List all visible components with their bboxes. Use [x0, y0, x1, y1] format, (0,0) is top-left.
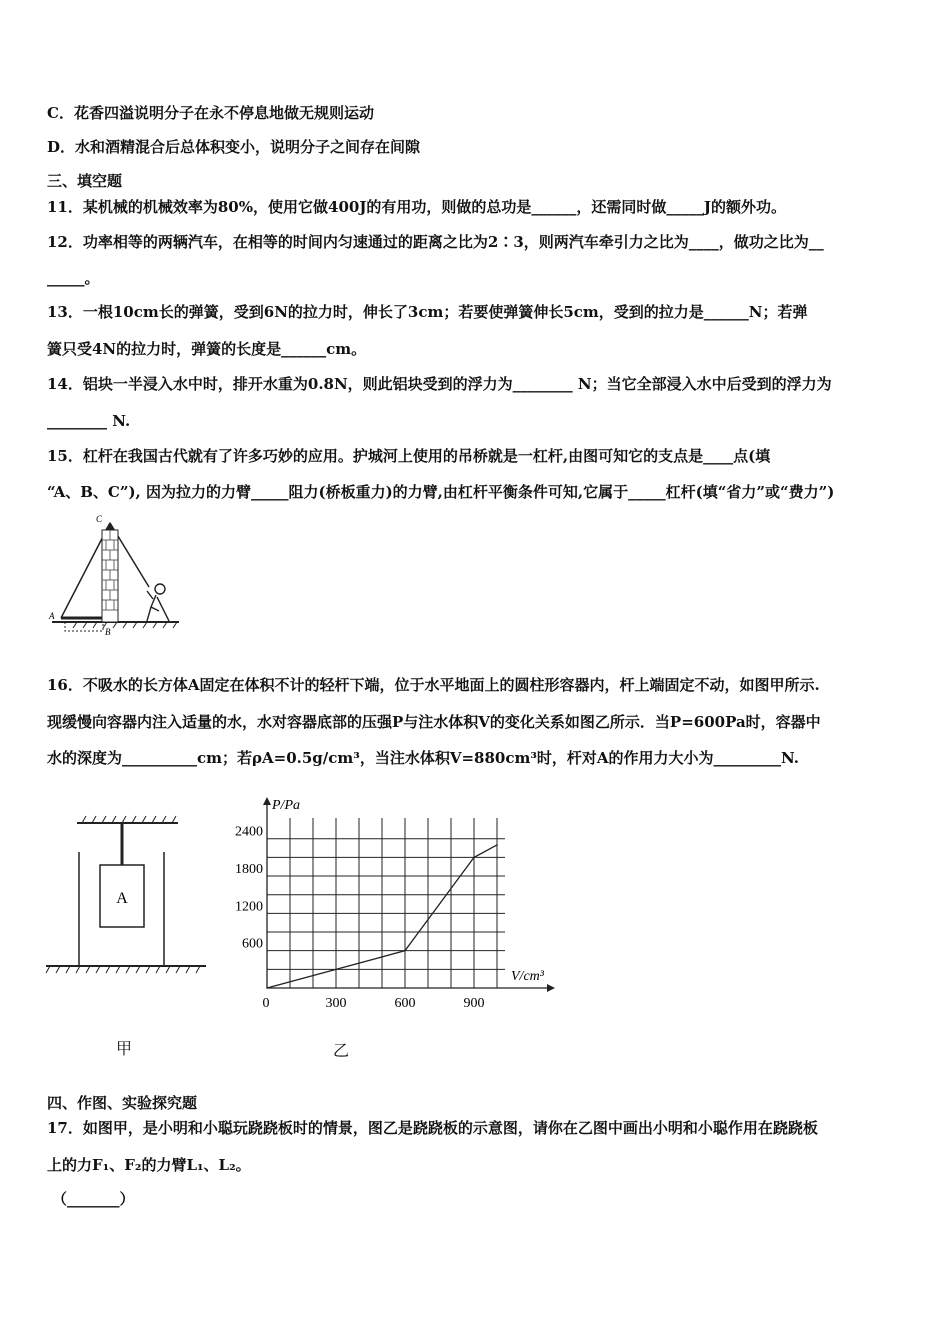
series-point-0-2 [473, 857, 475, 859]
y-tick-label-1200: 1200 [235, 899, 263, 915]
caption-jia: 甲 [116, 1039, 133, 1058]
chart-grid [267, 818, 505, 988]
x-tick-label-900: 900 [463, 996, 485, 1011]
block-a-label: A [116, 890, 128, 907]
question-13-line2: 簧只受4N的拉力时，弹簧的长度是______cm。 [47, 340, 367, 358]
x-tick-label-300: 300 [325, 996, 347, 1011]
tower [102, 522, 118, 622]
person-pulling [147, 584, 169, 621]
series-point-0-3 [496, 844, 498, 846]
floor-hatching [46, 966, 200, 973]
question-17-line2: 上的力F₁、F₂的力臂L₁、L₂。 [47, 1156, 251, 1174]
question-12-line1: 12．功率相等的两辆汽车，在相等的时间内匀速通过的距离之比为2∶3，则两汽车牵引力之比为____，做功之比为__ [47, 233, 824, 251]
question-15-line2: “A、B、C”), 因为拉力的力臂_____阻力(桥板重力)的力臂,由杠杆平衡条件可知,它属于_____杠杆(填“省力”或“费力”) [47, 483, 835, 501]
label-b: B [105, 627, 111, 637]
y-tick-label-1800: 1800 [235, 862, 263, 878]
y-tick-label-600: 600 [242, 936, 263, 952]
question-16-line1: 16．不吸水的长方体A固定在体积不计的轻杆下端，位于水平地面上的圆柱形容器内，杆上端固定不动，如图甲所示. [47, 676, 820, 694]
y-axis-arrow [263, 797, 271, 805]
x-tick-label-0: 0 [262, 996, 270, 1011]
label-a: A [49, 611, 55, 621]
x-tick-label-600: 600 [394, 996, 416, 1011]
container-figure-jia [44, 814, 209, 979]
x-axis-label: V/cm³ [511, 969, 544, 984]
label-c: C [96, 515, 103, 524]
section-drawing-heading: 四、作图、实验探究题 [47, 1094, 198, 1112]
question-16-line2: 现缓慢向容器内注入适量的水，水对容器底部的压强P与注水体积V的变化关系如图乙所示．当P=600Pa时，容器中 [47, 713, 821, 731]
section-fill-blank-heading: 三、填空题 [47, 172, 123, 190]
question-14-line1: 14．铝块一半浸入水中时，排开水重为0.8N，则此铝块受到的浮力为________ N；当它全部浸入水中后受到的浮力为 [47, 375, 832, 393]
question-14-line2: ________ N. [47, 412, 131, 430]
caption-yi: 乙 [333, 1041, 350, 1060]
option-d: D．水和酒精混合后总体积变小，说明分子之间存在间隙 [47, 138, 421, 156]
question-12-line2: _____。 [47, 269, 100, 287]
pressure-volume-chart [225, 790, 570, 1015]
option-c: C．花香四溢说明分子在永不停息地做无规则运动 [47, 104, 374, 122]
chart-ticks [235, 825, 485, 1011]
drawbridge-figure [47, 515, 187, 640]
answer-blank: （_______） [52, 1190, 135, 1208]
series-point-0-1 [404, 950, 406, 952]
question-11: 11．某机械的机械效率为80%，使用它做400J的有用功，则做的总功是______，还需同时做_____J的额外功。 [47, 198, 787, 216]
series-point-0-0 [266, 987, 268, 989]
ceiling-hatching [82, 816, 176, 823]
y-tick-label-2400: 2400 [235, 824, 263, 840]
question-15-line1: 15．杠杆在我国古代就有了许多巧妙的应用。护城河上使用的吊桥就是一杠杆,由图可知它的支点是____点(填 [47, 447, 771, 465]
x-axis-arrow [547, 984, 555, 992]
question-16-line3: 水的深度为__________cm；若ρA=0.5g/cm³，当注水体积V=880cm³时，杆对A的作用力大小为_________N. [47, 749, 800, 767]
question-13-line1: 13．一根10cm长的弹簧，受到6N的拉力时，伸长了3cm；若要使弹簧伸长5cm，受到的拉力是______N；若弹 [47, 303, 808, 321]
question-17-line1: 17．如图甲，是小明和小聪玩跷跷板时的情景，图乙是跷跷板的示意图，请你在乙图中画出小明和小聪作用在跷跷板 [47, 1119, 818, 1137]
y-axis-label: P/Pa [272, 798, 300, 813]
